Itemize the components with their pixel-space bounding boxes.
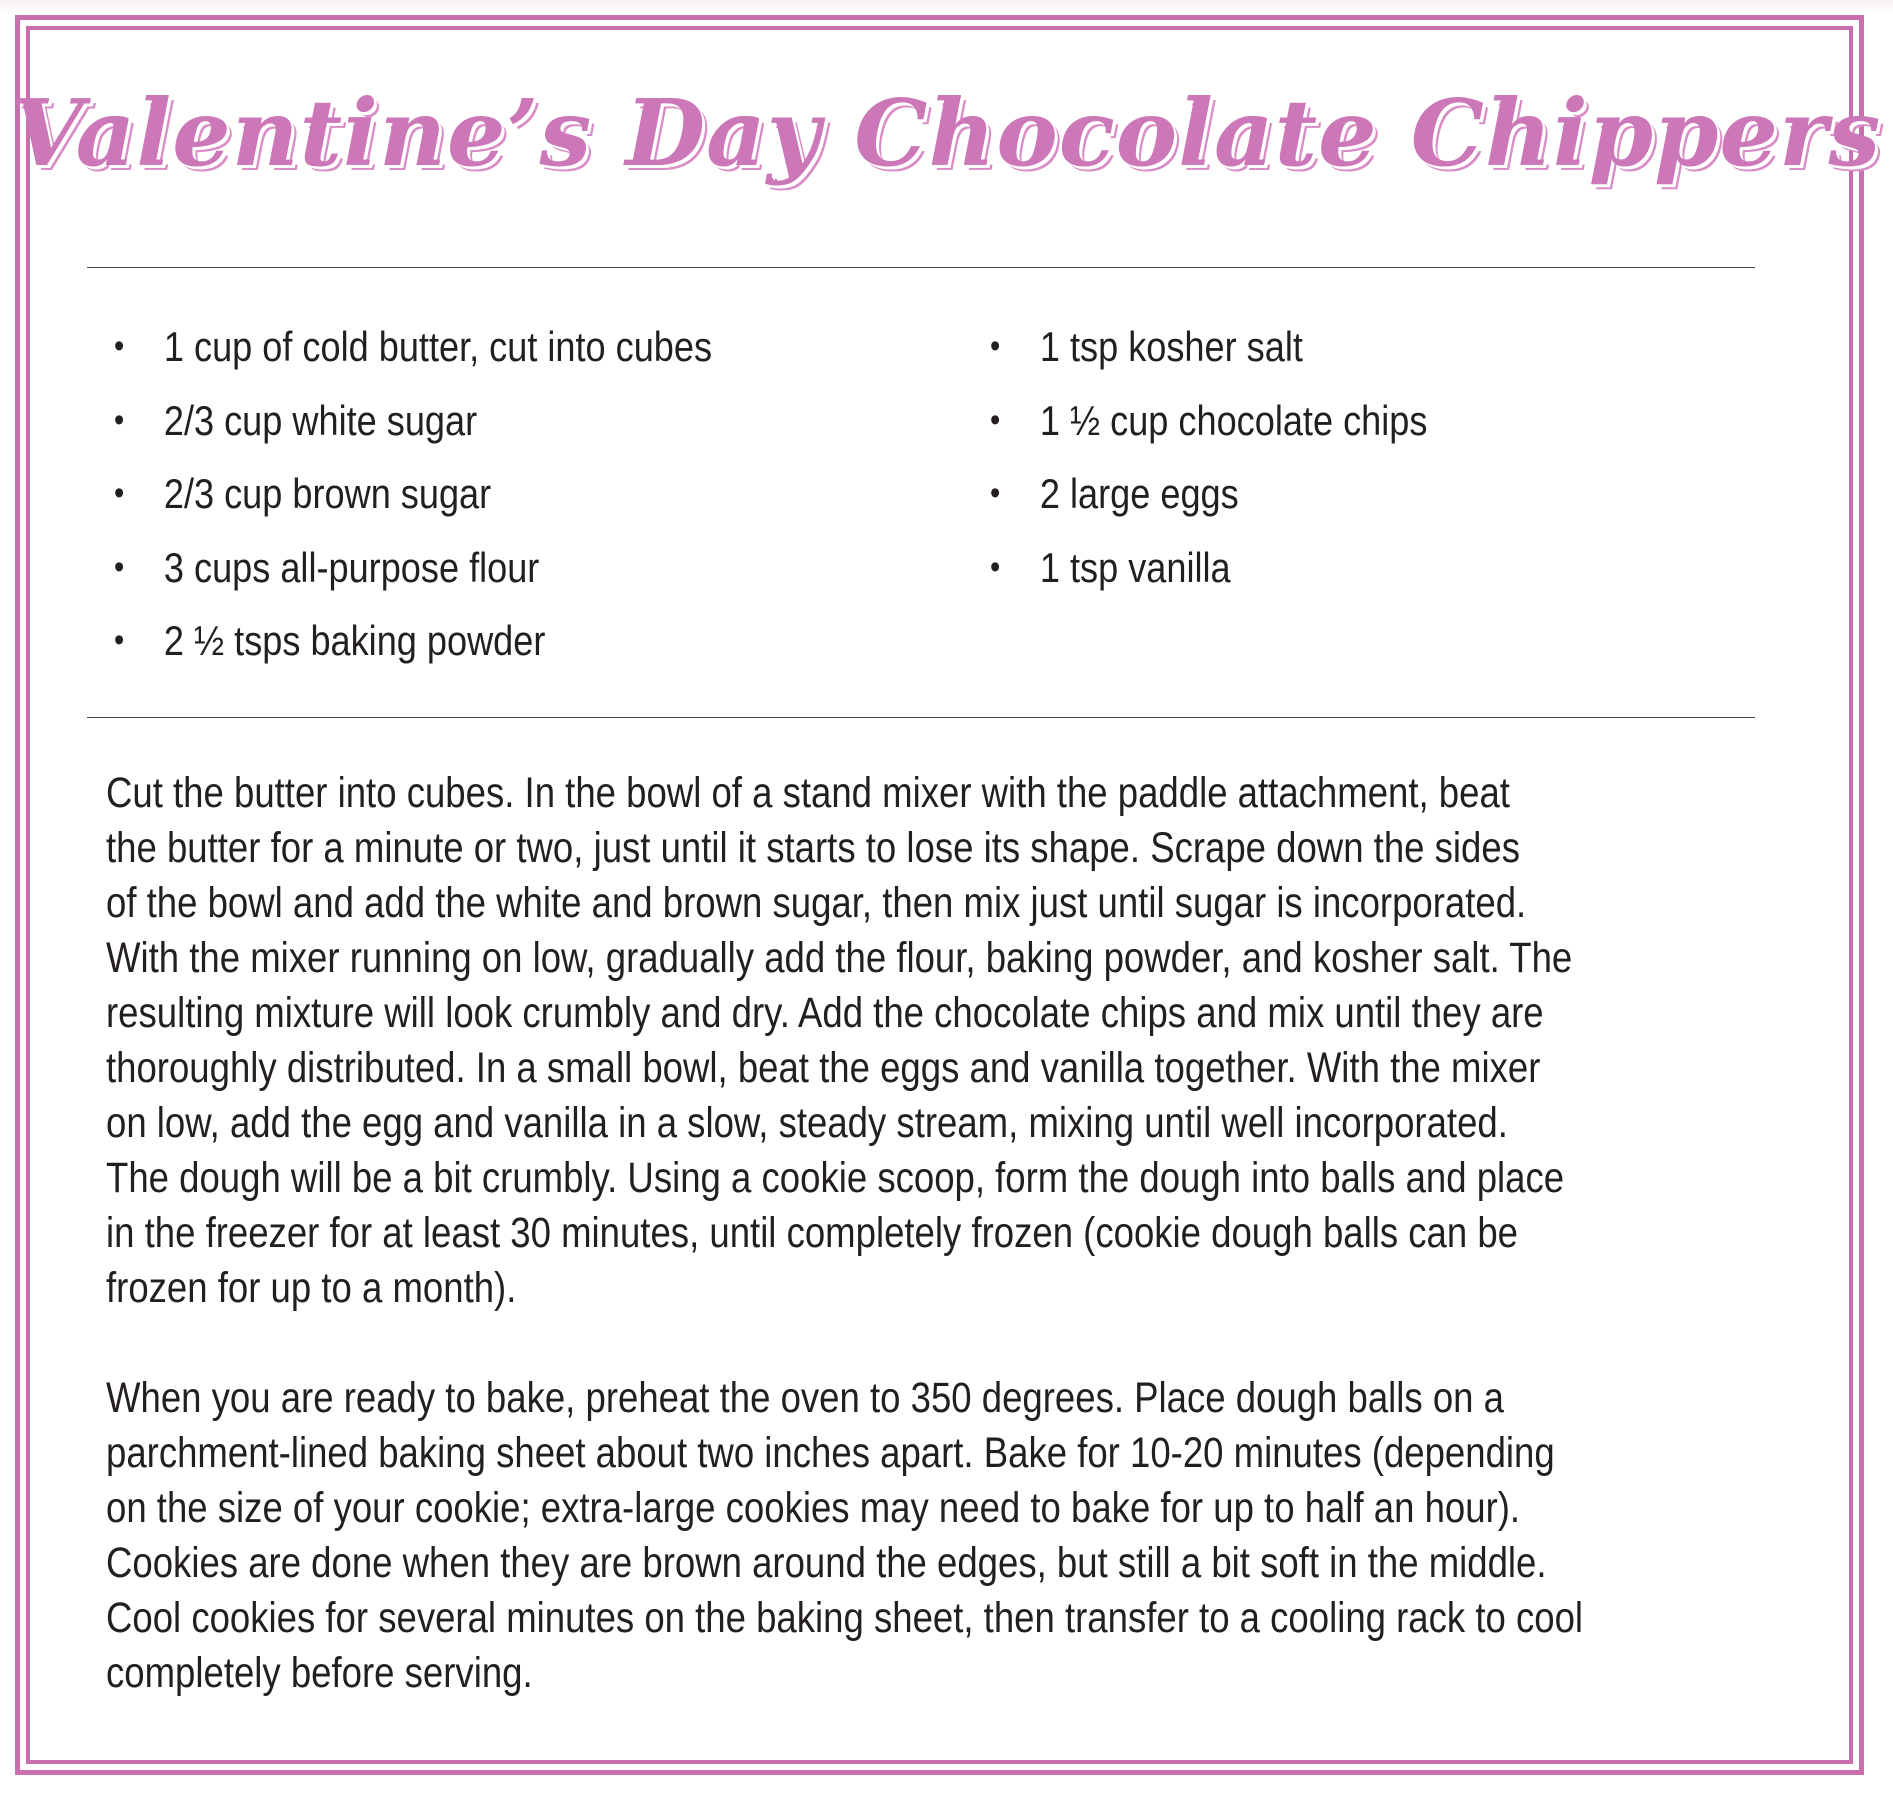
directions-line: completely before serving.	[106, 1650, 533, 1697]
directions-line: resulting mixture will look crumbly and dry. Add the chocolate chips and mix until they are	[106, 990, 1544, 1037]
ingredient-item: • 1 tsp kosher salt	[990, 310, 1721, 384]
directions-line: in the freezer for at least 30 minutes, until completely frozen (cookie dough balls can be	[106, 1210, 1519, 1257]
directions-line: parchment-lined baking sheet about two inches apart. Bake for 10-20 minutes (depending	[106, 1430, 1555, 1477]
ingredients-list-right	[990, 310, 1721, 604]
directions-line: When you are ready to bake, preheat the oven to 350 degrees. Place dough balls on a	[106, 1375, 1504, 1422]
ingredient-item: • 1 tsp vanilla	[990, 531, 1721, 605]
directions-line: With the mixer running on low, gradually add the flour, baking powder, and kosher salt. The	[106, 935, 1573, 982]
divider-bottom	[87, 717, 1755, 718]
directions-line: frozen for up to a month).	[106, 1265, 517, 1312]
directions-line: Cool cookies for several minutes on the baking sheet, then transfer to a cooling rack to cool	[106, 1595, 1584, 1642]
ingredient-item: • 3 cups all-purpose flour	[114, 531, 845, 605]
directions-line: thoroughly distributed. In a small bowl, beat the eggs and vanilla together. With the mixer	[106, 1045, 1541, 1092]
directions-line: The dough will be a bit crumbly. Using a cookie scoop, form the dough into balls and place	[106, 1155, 1565, 1202]
ingredient-item: • 2/3 cup white sugar	[114, 384, 845, 458]
ingredient-item: • 2 ½ tsps baking powder	[114, 604, 845, 678]
ingredients-list-left	[114, 310, 845, 678]
directions-line: Cut the butter into cubes. In the bowl of a stand mixer with the paddle attachment, beat	[106, 770, 1510, 817]
directions-paragraph-1	[106, 766, 1740, 1316]
directions-line: on low, add the egg and vanilla in a slow, steady stream, mixing until well incorporated.	[106, 1100, 1508, 1147]
divider-top	[87, 267, 1755, 268]
ingredient-item: • 1 cup of cold butter, cut into cubes	[114, 310, 845, 384]
ingredient-item: • 2 large eggs	[990, 457, 1721, 531]
ingredient-item: • 2/3 cup brown sugar	[114, 457, 845, 531]
directions	[106, 766, 1740, 1701]
directions-line: the butter for a minute or two, just until it starts to lose its shape. Scrape down the sides	[106, 825, 1520, 872]
directions-line: of the bowl and add the white and brown sugar, then mix just until sugar is incorporated.	[106, 880, 1527, 927]
ingredient-item: • 1 ½ cup chocolate chips	[990, 384, 1721, 458]
recipe-title: Valentine’s Day Chocolate Chippers	[11, 79, 1882, 187]
directions-line: on the size of your cookie; extra-large cookies may need to bake for up to half an hour).	[106, 1485, 1521, 1532]
directions-paragraph-2	[106, 1371, 1740, 1701]
directions-line: Cookies are done when they are brown around the edges, but still a bit soft in the middle.	[106, 1540, 1547, 1587]
